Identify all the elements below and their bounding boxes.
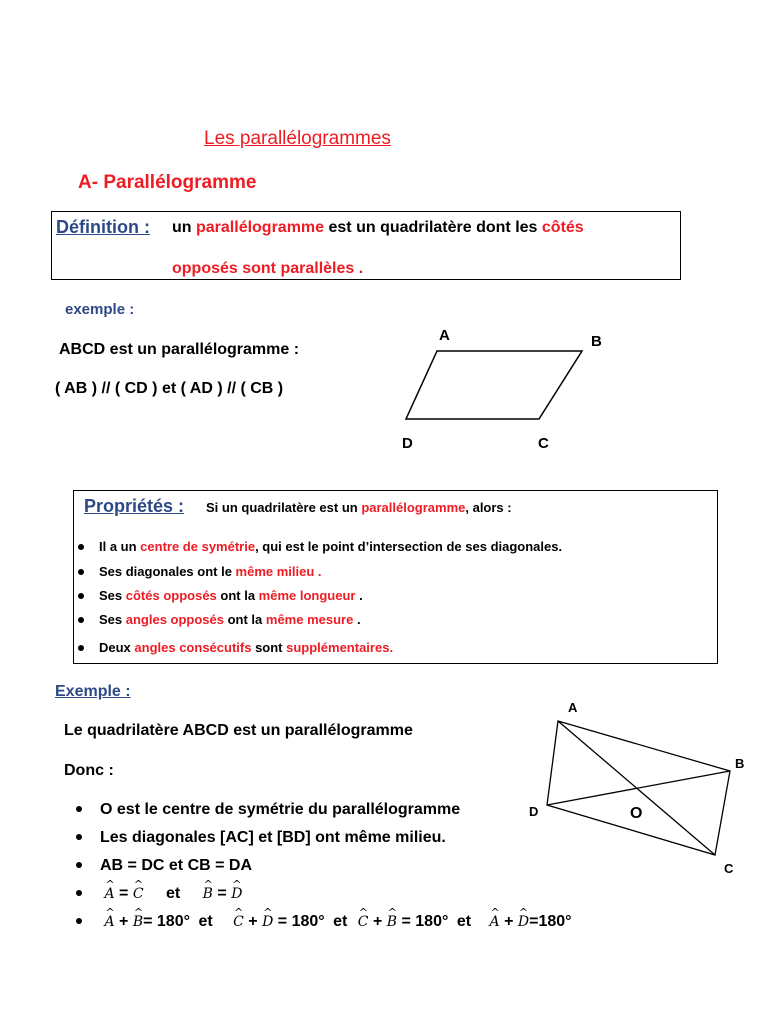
vertex-label-a: A <box>439 327 450 344</box>
text-run: , qui est le point d’intersection de ses diagonales. <box>255 539 563 554</box>
example-2-statement: Le quadrilatère ABCD est un parallélogramme <box>64 722 413 739</box>
bullet-icon <box>76 862 82 868</box>
text-run: ont la <box>216 588 259 603</box>
diagonal-bd <box>547 771 730 805</box>
example-2-donc: Donc : <box>64 762 114 779</box>
text-run: même mesure <box>265 612 354 627</box>
example-label: exemple : <box>65 301 135 318</box>
property-item <box>78 640 393 655</box>
center-label-o: O <box>630 805 643 822</box>
text-run: Ses <box>99 588 126 603</box>
text-run: côtés opposés <box>125 588 217 603</box>
text-run: parallélogramme <box>361 500 466 515</box>
vertex-label-a: A <box>568 700 578 715</box>
bullet-icon <box>78 544 84 550</box>
text-run: Il a un <box>99 539 141 554</box>
and-word: et <box>333 913 348 930</box>
property-text <box>99 564 322 579</box>
text-run: parallélogramme <box>196 219 325 236</box>
text-run: côtés <box>541 219 584 236</box>
and-word: et <box>456 913 472 930</box>
definition-line-2: opposés sont parallèles . <box>172 260 364 277</box>
property-item <box>78 588 363 603</box>
sum-180: =180° <box>529 913 572 930</box>
text-run: angles consécutifs <box>134 640 252 655</box>
property-text <box>99 539 562 554</box>
angle-a: ^ A <box>104 914 114 930</box>
conclusion-text: O est le centre de symétrie du parallélogramme <box>100 801 461 818</box>
text-run: supplémentaires <box>286 640 390 655</box>
bullet-icon <box>78 569 84 575</box>
angle-a: ^ A <box>490 914 500 930</box>
angle-d: ^ D <box>231 886 242 902</box>
text-run: même milieu . <box>235 564 322 579</box>
text-run: Deux <box>99 640 135 655</box>
property-text <box>99 640 393 655</box>
parallelogram-shape <box>406 351 582 419</box>
conclusion-item <box>76 801 460 819</box>
definition-label: Définition : <box>56 217 150 237</box>
equals-sign: = <box>114 885 133 902</box>
text-run: Si un quadrilatère est un <box>206 500 362 515</box>
conclusion-item <box>76 857 252 875</box>
sum-180: = 180° <box>273 913 325 930</box>
angle-c: ^ C <box>233 914 244 930</box>
and-word: et <box>165 885 181 902</box>
text-run: centre de symétrie <box>140 539 256 554</box>
plus-sign: + <box>499 913 518 930</box>
angle-d: ^ D <box>518 914 529 930</box>
angle-b: ^ B <box>387 914 397 930</box>
example-parallel-lines: ( AB ) // ( CD ) et ( AD ) // ( CB ) <box>55 380 284 397</box>
sum-180: = 180° <box>397 913 449 930</box>
angle-c: ^ C <box>133 886 144 902</box>
equals-sign: = <box>212 885 232 902</box>
text-run: ont la <box>224 612 266 627</box>
bullet-icon <box>76 890 82 896</box>
bullet-icon <box>76 918 82 924</box>
page-title: Les parallélogrammes <box>204 128 391 149</box>
bullet-icon <box>76 834 82 840</box>
text-run: . <box>389 640 394 655</box>
angle-b: ^ B <box>133 914 143 930</box>
text-run: sont <box>251 640 287 655</box>
plus-sign: + <box>114 913 133 930</box>
conclusion-text: AB = DC et CB = DA <box>100 857 253 874</box>
text-run: . <box>353 612 361 627</box>
angle-c: ^ C <box>358 914 369 930</box>
section-heading: A- Parallélogramme <box>78 172 257 193</box>
bullet-icon <box>78 645 84 651</box>
and-word: et <box>198 913 213 930</box>
bullet-icon <box>78 593 84 599</box>
angle-d: ^ D <box>262 914 273 930</box>
parallelogram-figure <box>390 320 620 460</box>
bullet-icon <box>76 806 82 812</box>
vertex-label-c: C <box>724 861 734 876</box>
text-run: . <box>355 588 363 603</box>
parallelogram-with-diagonals-figure <box>520 695 760 885</box>
property-item <box>78 564 322 579</box>
plus-sign: + <box>243 913 263 930</box>
text-run: Ses diagonales ont le <box>99 564 236 579</box>
angle-equality-item <box>76 885 242 903</box>
vertex-label-d: D <box>402 435 413 452</box>
sum-180: = 180° <box>143 913 190 930</box>
text-run: même longueur <box>258 588 356 603</box>
conclusion-text: Les diagonales [AC] et [BD] ont même milieu. <box>100 829 446 846</box>
angle-a: ^ A <box>104 886 114 902</box>
text-run: angles opposés <box>125 612 224 627</box>
property-text <box>99 588 363 603</box>
angle-b: ^ B <box>203 886 213 902</box>
vertex-label-b: B <box>735 756 745 771</box>
vertex-label-b: B <box>591 333 602 350</box>
text-run: un <box>172 219 196 236</box>
plus-sign: + <box>368 913 387 930</box>
bullet-icon <box>78 617 84 623</box>
conclusion-item <box>76 829 446 847</box>
property-item <box>78 612 361 627</box>
text-run: Ses <box>99 612 126 627</box>
properties-intro <box>206 500 512 515</box>
angle-sum-item <box>76 913 572 931</box>
properties-label: Propriétés : <box>84 496 185 516</box>
definition-line-1 <box>172 219 584 237</box>
vertex-label-d: D <box>529 804 539 819</box>
example-statement: ABCD est un parallélogramme : <box>59 341 300 358</box>
example-2-label: Exemple : <box>55 683 131 700</box>
vertex-label-c: C <box>538 435 549 452</box>
text-run: est un quadrilatère dont les <box>324 219 542 236</box>
property-text <box>99 612 361 627</box>
property-item <box>78 539 562 554</box>
text-run: , alors : <box>465 500 512 515</box>
